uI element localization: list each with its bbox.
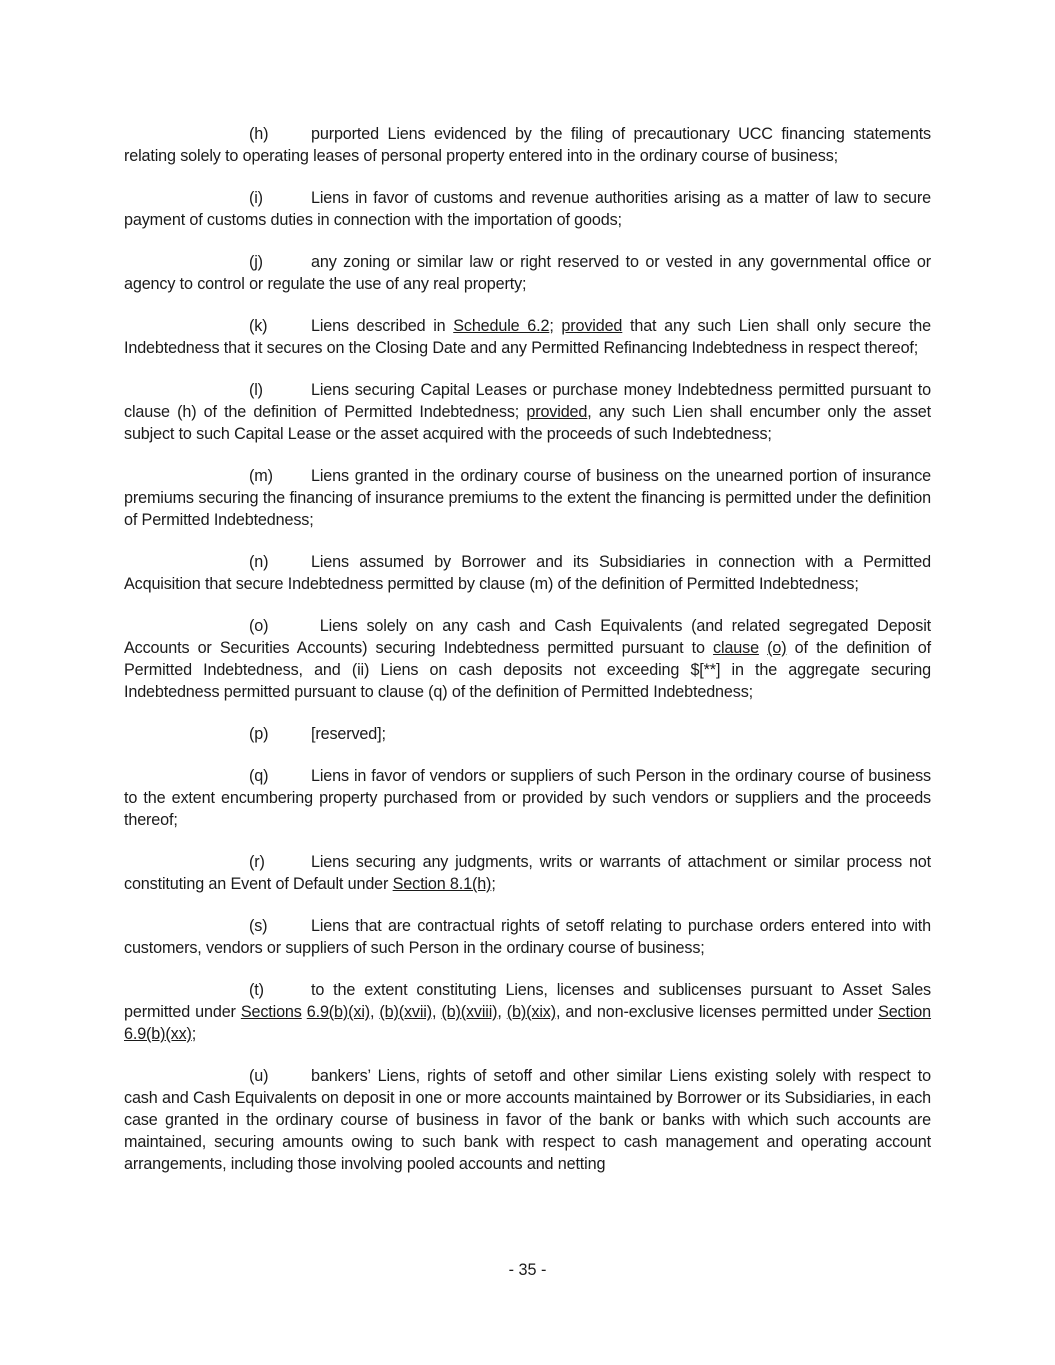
clause-label: (j)	[249, 253, 263, 271]
clause-label: (q)	[249, 767, 269, 785]
clause-text: ,	[432, 1003, 442, 1021]
clause-reference: clause	[713, 639, 759, 657]
clause-text: Liens granted in the ordinary course of business on the unearned portion of insurance premiums securing the financing of insurance premiums to the extent the financing is permitted under the definition of Permitted Indebtedness;	[124, 467, 931, 529]
clause-text: [reserved];	[311, 725, 386, 743]
clause-label: (p)	[249, 725, 269, 743]
clause-text: Liens in favor of vendors or suppliers of such Person in the ordinary course of business to the extent encumbering property purchased from or provided by such vendors or suppliers and the proceeds thereof;	[124, 767, 931, 829]
provided-term: provided	[526, 403, 588, 421]
clause-text: Liens securing Capital Leases or purchase money Indebtedness permitted pursuant to clause (h) of the definition of Permitted Indebtedness;	[124, 381, 931, 421]
clause-text: Liens described in	[311, 317, 454, 335]
clause-r	[124, 851, 931, 895]
section-reference: Section 8.1(h)	[392, 875, 492, 893]
clause-q	[124, 765, 931, 831]
clause-i	[124, 187, 931, 231]
section-reference: (b)(xviii)	[441, 1003, 498, 1021]
clause-text: purported Liens evidenced by the filing of precautionary UCC financing statements relating solely to operating leases of personal property entered into in the ordinary course of business;	[124, 125, 931, 165]
clause-reference: (o)	[767, 639, 787, 657]
clause-text: Liens solely on any cash and Cash Equivalents (and related segregated Deposit Accounts or Securities Accounts) securing Indebtedness permitted pursuant to	[124, 617, 931, 657]
clause-text: ;	[549, 317, 562, 335]
clause-text	[759, 639, 767, 657]
clause-p	[124, 723, 931, 745]
clause-s	[124, 915, 931, 959]
clause-text: Liens in favor of customs and revenue authorities arising as a matter of law to secure payment of customs duties in connection with the importation of goods;	[124, 189, 931, 229]
section-reference: (b)(xix)	[506, 1003, 556, 1021]
schedule-reference: Schedule 6.2	[453, 317, 550, 335]
clause-label: (n)	[249, 553, 269, 571]
page-number: - 35 -	[508, 1261, 547, 1279]
clause-text: any zoning or similar law or right reserved to or vested in any governmental office or agency to control or regulate the use of any real property;	[124, 253, 931, 293]
clause-m	[124, 465, 931, 531]
clause-text: Liens that are contractual rights of setoff relating to purchase orders entered into with customers, vendors or suppliers of such Person in the ordinary course of business;	[124, 917, 931, 957]
clause-label: (r)	[249, 853, 265, 871]
clause-t	[124, 979, 931, 1045]
clause-label: (i)	[249, 189, 263, 207]
clause-text: , and non-exclusive licenses permitted under	[555, 1003, 879, 1021]
clause-u	[124, 1065, 931, 1175]
clause-text: , any such Lien shall encumber only the asset subject to such Capital Lease or the asset acquired with the proceeds of such Indebtedness;	[124, 403, 931, 443]
clause-label: (k)	[249, 317, 268, 335]
section-reference: Sections	[240, 1003, 302, 1021]
clause-text: ,	[370, 1003, 380, 1021]
section-reference: Section 6.9(b)(xx)	[124, 1003, 932, 1043]
document-body	[124, 123, 931, 1195]
clause-label: (s)	[249, 917, 268, 935]
clause-text: Liens securing any judgments, writs or warrants of attachment or similar process not constituting an Event of Default under	[124, 853, 931, 893]
clause-j	[124, 251, 931, 295]
clause-label: (m)	[249, 467, 273, 485]
clause-text: that any such Lien shall only secure the Indebtedness that it secures on the Closing Date and any Permitted Refinancing Indebtedness in respect thereof;	[124, 317, 931, 357]
clause-label: (l)	[249, 381, 263, 399]
clause-label: (o)	[249, 617, 269, 635]
clause-text: of the definition of Permitted Indebtedness, and (ii) Liens on cash deposits not exceeding $[**] in the aggregate securing Indebtedness permitted pursuant to clause (q) of the definition of Permitted Indebtedness;	[124, 639, 932, 701]
clause-l	[124, 379, 931, 445]
section-reference: 6.9(b)(xi)	[306, 1003, 371, 1021]
provided-term: provided	[561, 317, 623, 335]
clause-k	[124, 315, 931, 359]
clause-n	[124, 551, 931, 595]
clause-o	[124, 615, 931, 703]
clause-text: ;	[491, 875, 496, 893]
clause-text: to the extent constituting Liens, licenses and sublicenses pursuant to Asset Sales permitted under	[124, 981, 931, 1021]
clause-text: ,	[497, 1003, 507, 1021]
clause-text: bankers’ Liens, rights of setoff and other similar Liens existing solely with respect to cash and Cash Equivalents on deposit in one or more accounts maintained by Borrower or its Subsidiaries, in each case granted in the ordinary course of business in favor of the bank or banks with which such accounts are maintained, securing amounts owing to such bank with respect to cash management and operating account arrangements, including those involving pooled accounts and netting	[124, 1067, 931, 1173]
clause-h	[124, 123, 931, 167]
clause-label: (t)	[249, 981, 264, 999]
clause-text: ;	[191, 1025, 197, 1043]
section-reference: (b)(xvii)	[379, 1003, 432, 1021]
clause-label: (h)	[249, 125, 269, 143]
clause-text: Liens assumed by Borrower and its Subsidiaries in connection with a Permitted Acquisition that secure Indebtedness permitted by clause (m) of the definition of Permitted Indebtedness;	[124, 553, 931, 593]
clause-label: (u)	[249, 1067, 269, 1085]
